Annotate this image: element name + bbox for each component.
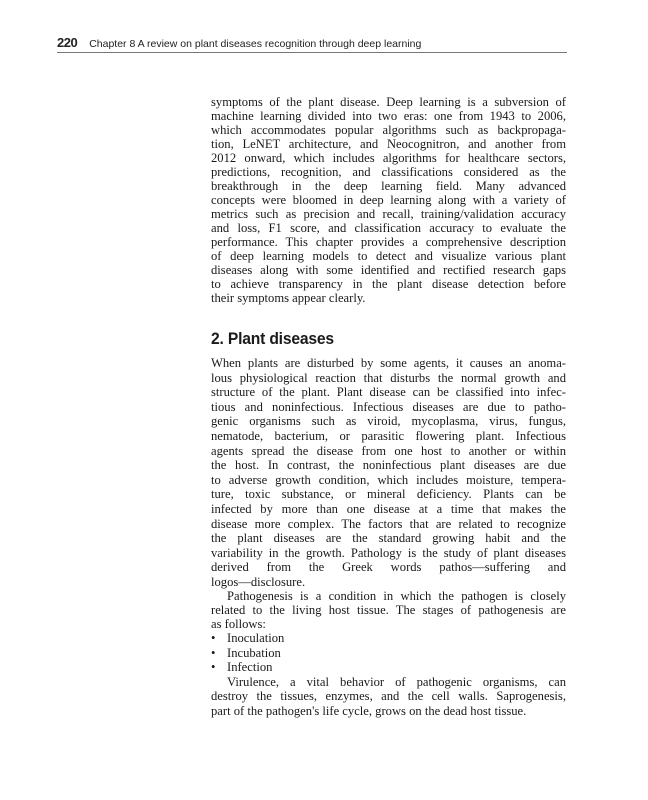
text-line: of deep learning models to detect and visualize various plant [211, 249, 566, 263]
bullet-icon: • [211, 660, 216, 674]
virulence-paragraph [211, 675, 566, 718]
text-line: logos—disclosure. [211, 574, 306, 589]
stages-list [211, 631, 566, 675]
intro-paragraph [211, 95, 566, 305]
list-item-label: Incubation [227, 645, 281, 660]
text-line: disease more complex. The factors that are related to recognize [211, 516, 566, 531]
text-line: predictions, recognition, and classifications considered as the [211, 165, 566, 179]
text-line: machine learning divided into two eras: one from 1943 to 2006, [211, 109, 566, 123]
text-line: Pathogenesis is a condition in which the pathogen is closely [227, 589, 566, 603]
list-item-label: Infection [227, 660, 273, 674]
header-rule [57, 52, 567, 53]
text-line: structure of the plant. Plant disease can be classified into infec- [211, 385, 566, 400]
list-item [211, 646, 566, 661]
text-line: lous physiological reaction that disturbs the normal growth and [211, 370, 566, 385]
bullet-icon: • [211, 645, 216, 660]
text-line: to achieve transparency in the plant disease detection before [211, 277, 566, 291]
text-line: the host. In contrast, the noninfectious plant diseases are due [211, 458, 566, 473]
section-heading: 2. Plant diseases [211, 329, 334, 348]
text-line: and loss, F1 score, and classification accuracy to evaluate the [211, 221, 566, 235]
text-line: breakthrough in the deep learning field. Many advanced [211, 179, 566, 193]
text-line: concepts were bloomed in deep learning along with a variety of [211, 193, 566, 207]
list-item [211, 660, 566, 675]
text-line: as follows: [211, 617, 266, 632]
list-item [211, 631, 566, 646]
text-line: variability in the growth. Pathology is the study of plant diseases [211, 545, 566, 560]
text-line: metrics such as precision and recall, training/validation accuracy [211, 207, 566, 221]
text-line: agents spread the disease from one host to another or within [211, 443, 566, 458]
text-line: genic organisms such as viroid, mycoplasma, virus, fungus, [211, 414, 566, 429]
text-line: which accommodates popular algorithms such as backpropaga- [211, 123, 566, 137]
text-line: related to the living host tissue. The stages of pathogenesis are [211, 603, 566, 618]
text-line: part of the pathogen's life cycle, grows on the dead host tissue. [211, 703, 527, 718]
text-line: symptoms of the plant disease. Deep learning is a subversion of [211, 95, 566, 109]
running-header [57, 35, 421, 50]
text-line: nematode, bacterium, or parasitic flowering plant. Infectious [211, 428, 566, 443]
list-item-label: Inoculation [227, 631, 285, 645]
pathogenesis-paragraph [211, 589, 566, 632]
text-line: infected by more than one disease at a time that makes the [211, 501, 566, 516]
text-line: the plant diseases are the standard growing habit and the [211, 531, 566, 546]
text-line: to adverse growth condition, which includes moisture, tempera- [211, 472, 566, 487]
running-title: Chapter 8 A review on plant diseases recognition through deep learning [89, 38, 422, 50]
page-number: 220 [57, 35, 78, 50]
text-line: destroy the tissues, enzymes, and the cell walls. Saprogenesis, [211, 689, 566, 704]
text-line: 2012 onward, which includes algorithms for healthcare sectors, [211, 151, 566, 165]
text-line: tion, LeNET architecture, and Neocognitron, and another from [211, 137, 566, 151]
text-line: Virulence, a vital behavior of pathogenic organisms, can [227, 675, 566, 689]
text-line: ture, toxic substance, or mineral deficiency. Plants can be [211, 487, 566, 502]
text-line: their symptoms appear clearly. [211, 291, 366, 305]
text-line: When plants are disturbed by some agents, it causes an anoma- [211, 356, 566, 370]
bullet-icon: • [211, 631, 216, 645]
section-paragraph [211, 356, 566, 590]
text-line: diseases along with some identified and rectified research gaps [211, 263, 566, 277]
text-line: performance. This chapter provides a comprehensive description [211, 235, 566, 249]
text-line: tious and noninfectious. Infectious diseases are due to patho- [211, 399, 566, 414]
text-line: derived from the Greek words pathos—suffering and [211, 560, 566, 575]
